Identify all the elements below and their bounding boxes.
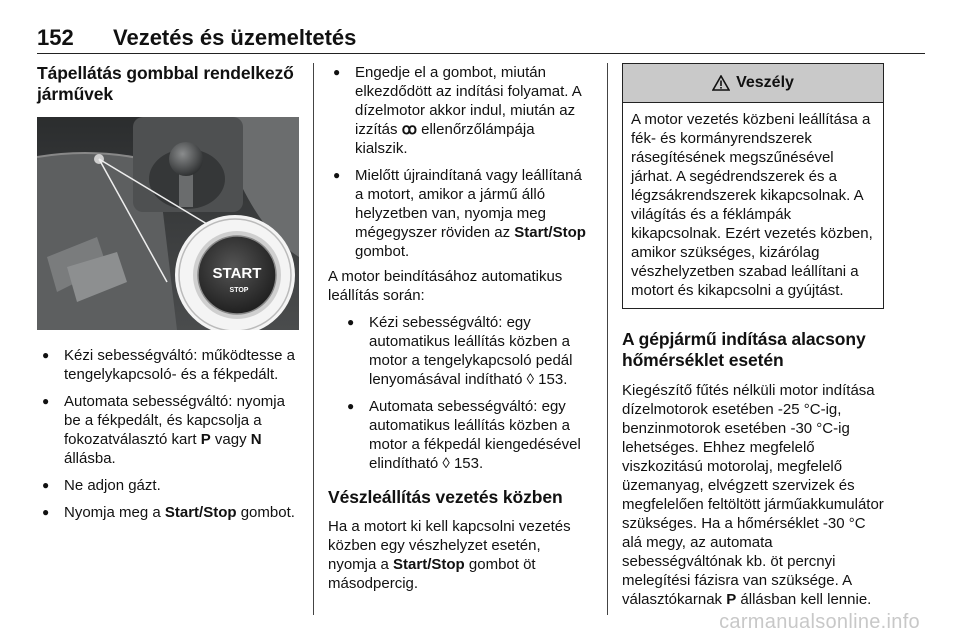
column-divider bbox=[607, 63, 608, 615]
bullet-list-auto-stop bbox=[328, 313, 590, 473]
text-run: vagy bbox=[210, 431, 251, 448]
list-item bbox=[328, 63, 590, 158]
text-run: Kiegészítő fűtés nélküli motor indítása dízelmotorok esetében -25 °C-ig, benzinmotorok esetében -30 °C-ig lehetséges. Ehhez megfelelő viszkozitású motorolaj, megfelelő üzemanyag, elvégzett szervizek és megfelelően feltöltött járműakkumulátor szükséges. Ha a hőmérséklet -30 °C alá megy, az automata sebességváltónak kb. öt percnyi melegítési fázisra van szüksége. A választókarnak bbox=[622, 382, 884, 608]
danger-box-title: Veszély bbox=[736, 74, 794, 91]
bold-term: N bbox=[250, 431, 262, 448]
list-item bbox=[342, 397, 590, 473]
dashboard-illustration bbox=[37, 117, 299, 330]
cold-start-text bbox=[622, 381, 884, 609]
bullet-list-continued bbox=[328, 63, 590, 261]
section-heading-push-button: Tápellátás gombbal rendelkező járművek bbox=[37, 63, 294, 104]
column-right bbox=[622, 63, 884, 609]
text-run: Nyomja meg a bbox=[64, 504, 165, 521]
bold-term: Start/Stop bbox=[393, 556, 465, 573]
page-header bbox=[37, 23, 925, 54]
text-run: gombot. bbox=[236, 504, 295, 521]
danger-box-text: A motor vezetés közbeni leállítása a fék- és kormányrendszerek rásegítésének megszűnésével járhat. A segédrendszerek és a légzsákrendszerek kikapcsolnak. A világítás és a féklámpák kikapcsolnak. Ezért vezetés közben, amikor szükséges, kizárólag vészhelyzetben szabad leállítani a motort és kikapcsolni a gyújtást. bbox=[631, 111, 873, 299]
danger-box bbox=[622, 63, 884, 309]
section-heading-cold-start: A gépjármű indítása alacsony hőmérséklet esetén bbox=[622, 329, 866, 370]
page-number: 152 bbox=[37, 25, 74, 50]
emergency-stop-text bbox=[328, 517, 590, 593]
bullet-icon: ● bbox=[42, 505, 50, 519]
bullet-icon: ● bbox=[347, 315, 355, 329]
list-item bbox=[37, 346, 299, 384]
list-item bbox=[37, 392, 299, 468]
danger-box-header bbox=[623, 64, 883, 103]
auto-stop-intro: A motor beindításához automatikus leállítás során: bbox=[328, 268, 563, 304]
bullet-icon: ● bbox=[42, 478, 50, 492]
column-middle bbox=[328, 63, 590, 593]
bold-term: Start/Stop bbox=[164, 504, 237, 521]
bullet-icon: ● bbox=[42, 394, 50, 408]
start-button-label: START bbox=[212, 265, 262, 282]
bold-term: P bbox=[726, 591, 737, 608]
text-run: Kézi sebességváltó: működtesse a tengelykapcsoló- és a fékpedált. bbox=[64, 347, 295, 383]
text-run: gombot öt másodpercig. bbox=[328, 556, 536, 592]
text-run: Automata sebességváltó: nyomja be a fékpedált, és kapcsolja a fokozatválasztó kart bbox=[64, 393, 285, 448]
text-run: ellenőrzőlámpája kialszik. bbox=[355, 121, 535, 157]
bullet-icon: ● bbox=[42, 348, 50, 362]
text-run: Ne adjon gázt. bbox=[64, 477, 161, 494]
text-run: Engedje el a gombot, miután elkezdődött az indítási folyamat. A dízelmotor akkor indul, miután az izzítás bbox=[355, 64, 581, 138]
list-item bbox=[328, 166, 590, 261]
warning-triangle-icon bbox=[712, 75, 730, 91]
bold-term: P bbox=[200, 431, 211, 448]
watermark: carmanualsonline.info bbox=[719, 611, 920, 633]
column-divider bbox=[313, 63, 314, 615]
list-item bbox=[37, 503, 299, 522]
bullet-icon: ● bbox=[333, 168, 341, 182]
bullet-list-start-steps bbox=[37, 346, 299, 522]
text-run: Mielőtt újraindítaná vagy leállítaná a motort, amikor a jármű álló helyzetben van, nyomja meg mégegyszer röviden az bbox=[355, 167, 582, 241]
page-title: Vezetés és üzemeltetés bbox=[113, 25, 357, 50]
text-run: állásban kell lennie. bbox=[736, 591, 872, 608]
list-item bbox=[342, 313, 590, 389]
bold-term: Start/Stop bbox=[514, 224, 586, 241]
glow-plug-icon: ꝏ bbox=[401, 121, 417, 138]
column-left bbox=[37, 63, 299, 530]
text-run: gombot. bbox=[355, 243, 410, 260]
text-run: Ha a motort ki kell kapcsolni vezetés közben egy vészhelyzet esetén, nyomja a bbox=[328, 518, 571, 573]
bullet-icon: ● bbox=[347, 399, 355, 413]
start-stop-illustration bbox=[37, 117, 299, 330]
list-item bbox=[37, 476, 299, 495]
text-run: Automata sebességváltó: egy automatikus leállítás közben a motor a fékpedál kiengedésével elindítható ◊ 153. bbox=[369, 398, 581, 472]
section-heading-emergency-stop: Vészleállítás vezetés közben bbox=[328, 487, 563, 507]
stop-button-label: STOP bbox=[229, 287, 249, 294]
bullet-icon: ● bbox=[333, 65, 341, 79]
text-run: Kézi sebességváltó: egy automatikus leállítás közben a motor a tengelykapcsoló pedál lenyomásával indítható ◊ 153. bbox=[369, 314, 573, 388]
text-run: állásba. bbox=[64, 450, 116, 467]
